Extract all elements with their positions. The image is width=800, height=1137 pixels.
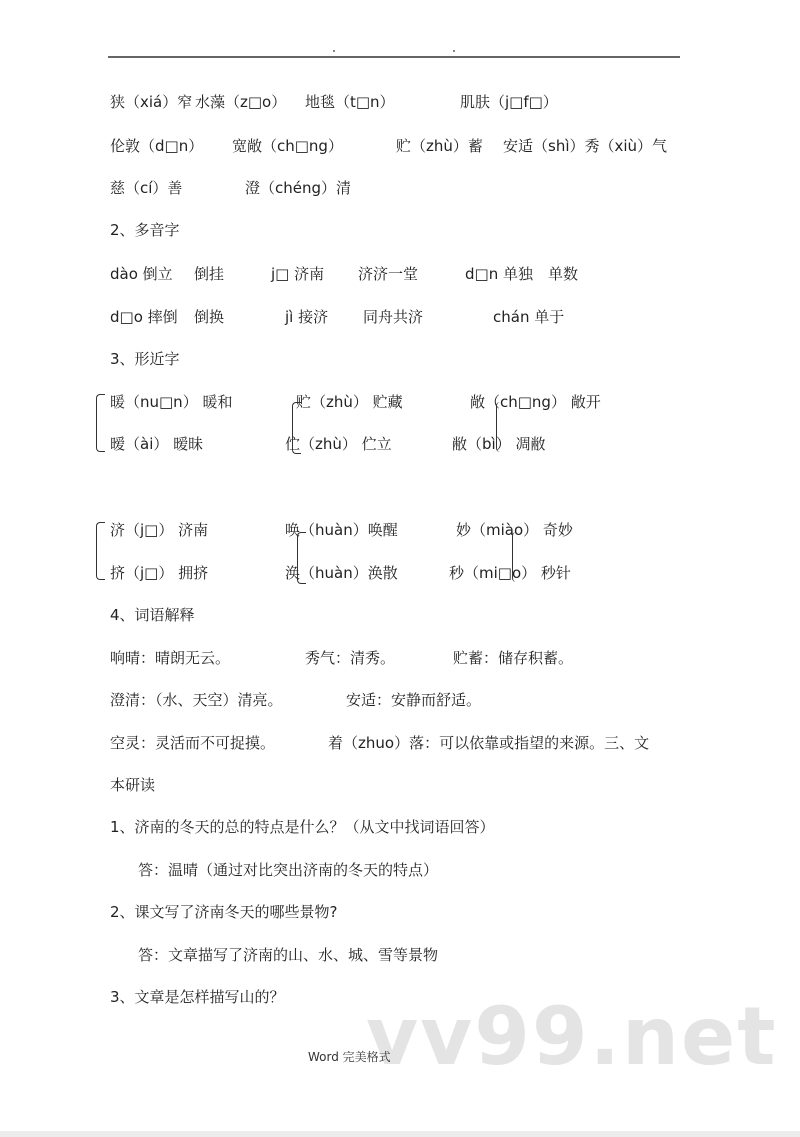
term-item: 倒挂 — [194, 265, 225, 283]
term-item: 宽敞（ch□ng） — [232, 137, 343, 155]
term-item: d□o 摔倒 — [110, 308, 178, 326]
term-item: 唤（huàn）唤醒 — [285, 521, 398, 539]
bracket — [496, 402, 505, 452]
term-item: 澄（chéng）清 — [245, 179, 352, 197]
term-item: j□ 济南 — [271, 265, 325, 283]
term-item: 倒换 — [194, 308, 225, 326]
line-text: 1、济南的冬天的总的特点是什么？（从文中找词语回答） — [110, 818, 495, 836]
bracket — [96, 522, 105, 580]
term-item: 水藻（z□o） — [195, 93, 287, 111]
term-item: 秀气：清秀。 — [305, 649, 396, 667]
term-item: 贮（zhù）蓄 — [396, 137, 483, 155]
term-item: 贮（zhù） 贮藏 — [296, 393, 403, 411]
term-item: chán 单于 — [493, 308, 565, 326]
term-item: 敞（ch□ng） 敞开 — [470, 393, 601, 411]
term-item: 响晴：晴朗无云。 — [110, 649, 231, 667]
term-item: 伫（zhù） 伫立 — [285, 435, 392, 453]
line-text: 2、多音字 — [110, 221, 180, 239]
watermark: vv99.net — [366, 990, 778, 1083]
bracket — [512, 532, 521, 582]
term-item: 涣（huàn）涣散 — [285, 564, 398, 582]
term-item: 单数 — [548, 265, 579, 283]
term-item: 慈（cí）善 — [110, 179, 183, 197]
term-item: 同舟共济 — [363, 308, 424, 326]
term-item: 安适（shì）秀（xiù）气 — [503, 137, 668, 155]
page-bottom-edge — [0, 1131, 800, 1137]
term-item: jì 接济 — [285, 308, 329, 326]
term-item: 安适：安静而舒适。 — [346, 691, 482, 709]
term-item: 狭（xiá）窄 — [110, 93, 193, 111]
term-item: 挤（j□） 拥挤 — [110, 564, 209, 582]
header-dot — [333, 50, 335, 52]
term-item: 伦敦（d□n） — [110, 137, 204, 155]
term-item: 地毯（t□n） — [305, 93, 395, 111]
header-dot — [453, 50, 455, 52]
term-item: 空灵：灵活而不可捉摸。 — [110, 734, 276, 752]
bracket — [96, 394, 105, 452]
term-item: 着（zhuo）落：可以依靠或指望的来源。三、文 — [328, 734, 650, 752]
term-item: 暧（ài） 暧昧 — [110, 435, 204, 453]
term-item: 暖（nu□n） 暖和 — [110, 393, 233, 411]
term-item: d□n 单独 — [465, 265, 533, 283]
line-text: 本研读 — [110, 776, 156, 794]
term-item: 济（j□） 济南 — [110, 521, 209, 539]
line-text: 答：温晴（通过对比突出济南的冬天的特点） — [138, 861, 439, 879]
footer-text: Word 完美格式 — [308, 1050, 391, 1064]
line-text: 3、文章是怎样描写山的？ — [110, 988, 285, 1006]
term-item: 贮蓄：储存积蓄。 — [453, 649, 574, 667]
term-item: 秒（mi□o） 秒针 — [449, 564, 571, 582]
term-item: 澄清：（水、天空）清亮。 — [110, 691, 283, 709]
term-item: 济济一堂 — [358, 265, 419, 283]
bracket — [292, 402, 301, 454]
term-item: dào 倒立 — [110, 265, 173, 283]
header-rule — [108, 56, 680, 58]
line-text: 答：文章描写了济南的山、水、城、雪等景物 — [138, 946, 439, 964]
term-item: 肌肤（j□f□） — [460, 93, 558, 111]
term-item: 敝（bì） 凋敝 — [452, 435, 546, 453]
line-text: 2、课文写了济南冬天的哪些景物? — [110, 903, 338, 921]
bracket — [297, 532, 306, 584]
term-item: 妙（miào） 奇妙 — [456, 521, 573, 539]
line-text: 3、形近字 — [110, 350, 180, 368]
line-text: 4、词语解释 — [110, 606, 195, 624]
